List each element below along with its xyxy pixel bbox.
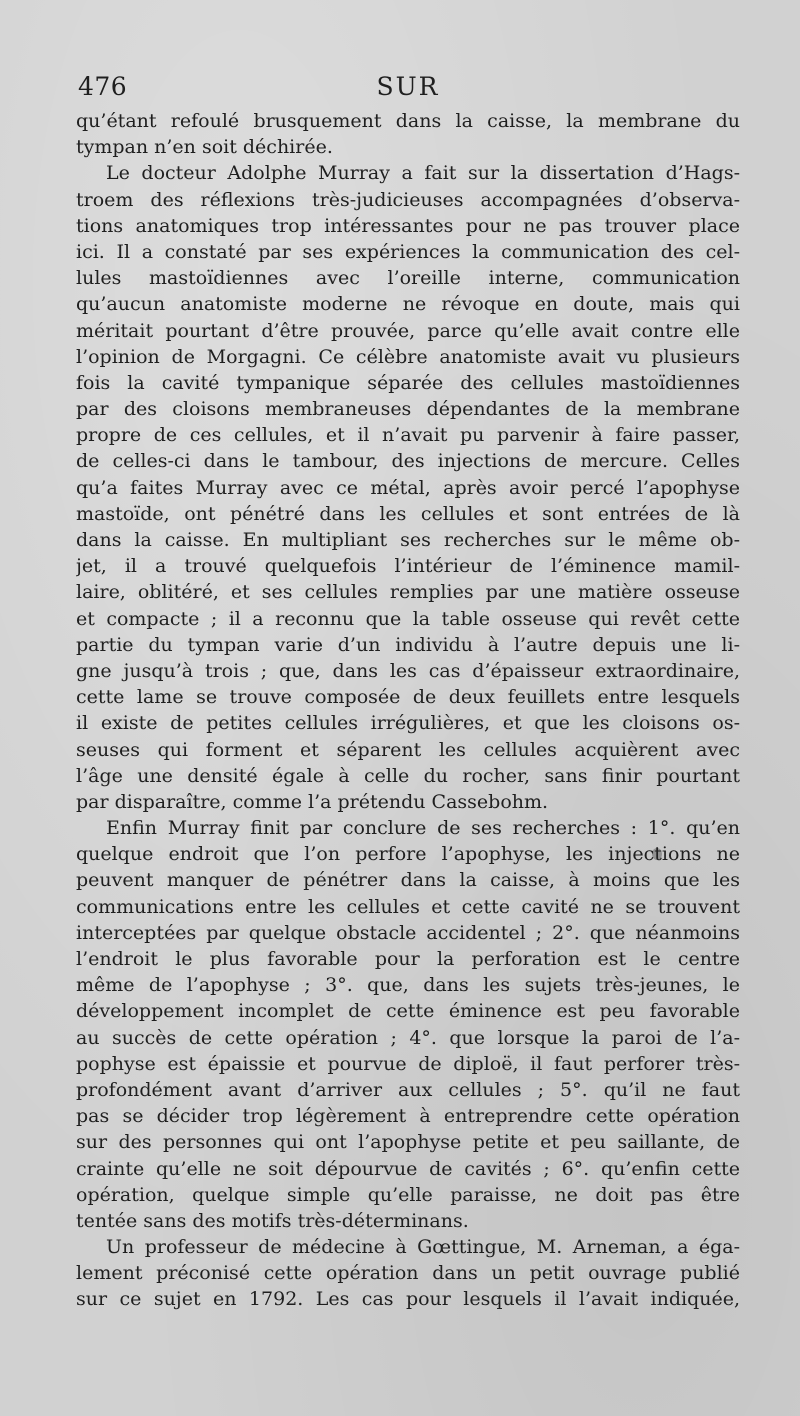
text-line: communications entre les cellules et cette cavité ne se trouvent (76, 895, 740, 918)
text-line: Un professeur de médecine à Gœttingue, M. Arneman, a éga- (106, 1236, 740, 1259)
page-number: 476 (78, 72, 128, 101)
text-line: opération, quelque simple qu’elle paraisse, ne doit pas être (76, 1183, 740, 1206)
text-line: qu’aucun anatomiste moderne ne révoque en doute, mais qui (76, 293, 740, 316)
text-line: jet, il a trouvé quelquefois l’intérieur de l’éminence mamil- (76, 555, 740, 578)
text-line: développement incomplet de cette éminence est peu favorable (76, 1000, 740, 1023)
text-line: même de l’apophyse ; 3°. que, dans les sujets très-jeunes, le (76, 974, 740, 997)
text-line: et compacte ; il a reconnu que la table osseuse qui revêt cette (76, 607, 740, 630)
text-line: laire, oblitéré, et ses cellules remplies par une matière osseuse (76, 581, 740, 604)
ink-smudge (652, 848, 662, 860)
text-line: profondément avant d’arriver aux cellules ; 5°. qu’il ne faut (76, 1078, 740, 1101)
text-line: partie du tympan varie d’un individu à l’autre depuis une li- (76, 633, 740, 656)
text-line: l’âge une densité égale à celle du rocher, sans finir pourtant (76, 764, 740, 787)
page-header (78, 72, 738, 106)
text-line: sur ce sujet en 1792. Les cas pour lesquels il l’avait indiquée, (76, 1288, 740, 1311)
text-line: mastoïde, ont pénétré dans les cellules et sont entrées de là (76, 502, 740, 525)
text-line: tentée sans des motifs très-déterminans. (76, 1209, 469, 1232)
text-line: au succès de cette opération ; 4°. que lorsque la paroi de l’a- (76, 1026, 740, 1049)
text-line: seuses qui forment et séparent les cellules acquièrent avec (76, 738, 740, 761)
running-head: SUR (376, 72, 440, 101)
text-line: lules mastoïdiennes avec l’oreille interne, communication (76, 267, 740, 290)
text-line: Enfin Murray finit par conclure de ses recherches : 1°. qu’en (106, 817, 740, 840)
text-line: fois la cavité tympanique séparée des cellules mastoïdiennes (76, 371, 740, 394)
text-line: dans la caisse. En multipliant ses recherches sur le même ob- (76, 529, 740, 551)
text-line: pophyse est épaissie et pourvue de diploë, il faut perforer très- (76, 1052, 740, 1075)
text-line: lement préconisé cette opération dans un petit ouvrage publié (76, 1262, 740, 1285)
text-line: par des cloisons membraneuses dépendantes de la membrane (76, 398, 740, 421)
text-line: tympan n’en soit déchirée. (76, 136, 333, 159)
text-line: troem des réflexions très-judicieuses accompagnées d’observa- (76, 188, 740, 211)
text-line: quelque endroit que l’on perfore l’apophyse, les injections ne (76, 843, 740, 866)
text-line: cette lame se trouve composée de deux feuillets entre lesquels (76, 686, 740, 709)
text-line: l’opinion de Morgagni. Ce célèbre anatomiste avait vu plusieurs (76, 345, 740, 368)
text-line: sur des personnes qui ont l’apophyse petite et peu saillante, de (76, 1131, 740, 1154)
text-line: qu’étant refoulé brusquement dans la caisse, la membrane du (76, 110, 740, 132)
text-line: par disparaître, comme l’a prétendu Cassebohm. (76, 790, 549, 813)
text-line: crainte qu’elle ne soit dépourvue de cavités ; 6°. qu’enfin cette (76, 1157, 740, 1180)
text-line: peuvent manquer de pénétrer dans la caisse, à moins que les (76, 869, 740, 892)
text-line: propre de ces cellules, et il n’avait pu parvenir à faire passer, (76, 424, 740, 447)
text-line: ici. Il a constaté par ses expériences la communication des cel- (76, 240, 740, 263)
body-text (76, 108, 740, 1313)
text-line: Le docteur Adolphe Murray a fait sur la dissertation d’Hags- (106, 162, 740, 185)
text-line: de celles-ci dans le tambour, des injections de mercure. Celles (76, 450, 740, 473)
text-line: méritait pourtant d’être prouvée, parce qu’elle avait contre elle (76, 319, 740, 342)
text-line: pas se décider trop légèrement à entreprendre cette opération (76, 1105, 740, 1128)
text-line: l’endroit le plus favorable pour la perforation est le centre (76, 948, 740, 970)
text-line: interceptées par quelque obstacle accidentel ; 2°. que néanmoins (76, 921, 740, 944)
text-line: tions anatomiques trop intéressantes pour ne pas trouver place (76, 214, 740, 237)
text-line: gne jusqu’à trois ; que, dans les cas d’épaisseur extraordinaire, (76, 659, 740, 682)
text-line: il existe de petites cellules irrégulières, et que les cloisons os- (76, 712, 740, 735)
text-line: qu’a faites Murray avec ce métal, après avoir percé l’apophyse (76, 476, 740, 499)
